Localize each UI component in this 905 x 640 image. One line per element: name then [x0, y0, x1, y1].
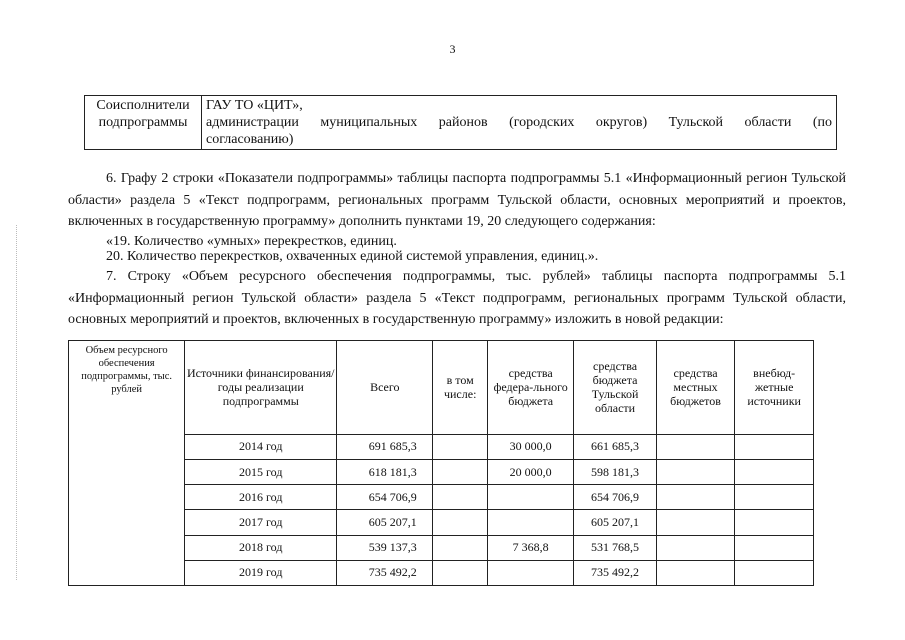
page-number: 3 [449, 42, 456, 56]
resource-provision-table [68, 340, 814, 586]
federal-cell: 20 000,0 [488, 459, 574, 484]
including-cell [433, 459, 488, 484]
co-executors-table [84, 95, 837, 150]
table-header-row [69, 341, 814, 435]
regional-cell: 654 706,9 [574, 485, 656, 510]
year-cell: 2017 год [185, 510, 337, 535]
including-cell [433, 535, 488, 560]
local-cell [656, 434, 735, 459]
federal-cell: 30 000,0 [488, 434, 574, 459]
total-cell: 654 706,9 [337, 485, 433, 510]
header-source: Источники финансирования/ годы реализации подпрограммы [185, 341, 337, 435]
co-executors-label: Соисполнители подпрограммы [85, 96, 202, 150]
co-executors-value [202, 96, 837, 150]
regional-cell: 661 685,3 [574, 434, 656, 459]
year-cell: 2018 год [185, 535, 337, 560]
regional-cell: 605 207,1 [574, 510, 656, 535]
extra-cell [735, 434, 814, 459]
regional-cell: 735 492,2 [574, 560, 656, 585]
paragraph-item-20 [68, 246, 846, 268]
federal-cell [488, 510, 574, 535]
total-cell: 539 137,3 [337, 535, 433, 560]
paragraph-7-rest: «Информационный регион Тульской области» раздела 5 «Текст подпрограмм, региональных программ Тульской области, основных мероприятий и проектов, включенных в государственную программу» изложить в новой редакции: [68, 290, 846, 327]
co-executors-line-3: согласованию) [206, 132, 294, 147]
total-cell: 735 492,2 [337, 560, 433, 585]
co-executors-word: округов) [595, 115, 648, 130]
including-cell [433, 560, 488, 585]
including-cell [433, 485, 488, 510]
regional-cell: 531 768,5 [574, 535, 656, 560]
extra-cell [735, 485, 814, 510]
local-cell [656, 485, 735, 510]
federal-cell [488, 485, 574, 510]
including-cell [433, 434, 488, 459]
year-cell: 2016 год [185, 485, 337, 510]
paragraph-6-first-line: 6. Графу 2 строки «Показатели подпрограммы» таблицы паспорта подпрограммы 5.1 «Информационный регион [106, 171, 788, 186]
co-executors-word: районов [438, 115, 488, 130]
co-executors-word: муниципальных [320, 115, 418, 130]
paragraph-7 [68, 266, 846, 331]
header-local: средства местных бюджетов [656, 341, 735, 435]
header-federal: средства федера-льного бюджета [488, 341, 574, 435]
extra-cell [735, 560, 814, 585]
federal-cell: 7 368,8 [488, 535, 574, 560]
extra-cell [735, 510, 814, 535]
extra-cell [735, 535, 814, 560]
paragraph-7-first-line: 7. Строку «Объем ресурсного обеспечения подпрограммы, тыс. рублей» таблицы паспорта подпрограммы 5.1 [106, 269, 846, 284]
header-total: Всего [337, 341, 433, 435]
paragraph-6 [68, 168, 846, 233]
local-cell [656, 459, 735, 484]
total-cell: 605 207,1 [337, 510, 433, 535]
extra-cell [735, 459, 814, 484]
regional-cell: 598 181,3 [574, 459, 656, 484]
co-executors-line-1: ГАУ ТО «ЦИТ», [206, 98, 303, 113]
co-executors-word: (по [812, 115, 832, 130]
header-including: в том числе: [433, 341, 488, 435]
scan-margin-mark [16, 225, 18, 580]
item-20-text: 20. Количество перекрестков, охваченных единой системой управления, единиц.». [106, 249, 599, 264]
header-regional: средства бюджета Тульской области [574, 341, 656, 435]
local-cell [656, 535, 735, 560]
co-executors-word: (городских [509, 115, 575, 130]
federal-cell [488, 560, 574, 585]
total-cell: 691 685,3 [337, 434, 433, 459]
total-cell: 618 181,3 [337, 459, 433, 484]
year-cell: 2014 год [185, 434, 337, 459]
year-cell: 2015 год [185, 459, 337, 484]
co-executors-word: Тульской [668, 115, 724, 130]
co-executors-word: области [744, 115, 792, 130]
paragraph-6-rest: Тульской области» раздела 5 «Текст подпрограмм, региональных программ Тульской области, основных мероприятий и проектов, включенных в государственную программу» дополнить пунктами 19, 20 следующего содержания: [68, 171, 846, 229]
local-cell [656, 510, 735, 535]
local-cell [656, 560, 735, 585]
resource-row-label: Объем ресурсного обеспечения подпрограммы, тыс. рублей [69, 341, 185, 586]
co-executors-word: администрации [206, 115, 299, 130]
year-cell: 2019 год [185, 560, 337, 585]
co-executors-line-2 [206, 114, 832, 131]
item-19-text: «19. Количество «умных» перекрестков, единиц. [106, 234, 397, 249]
including-cell [433, 510, 488, 535]
header-extrabudgetary: внебюд-жетные источники [735, 341, 814, 435]
